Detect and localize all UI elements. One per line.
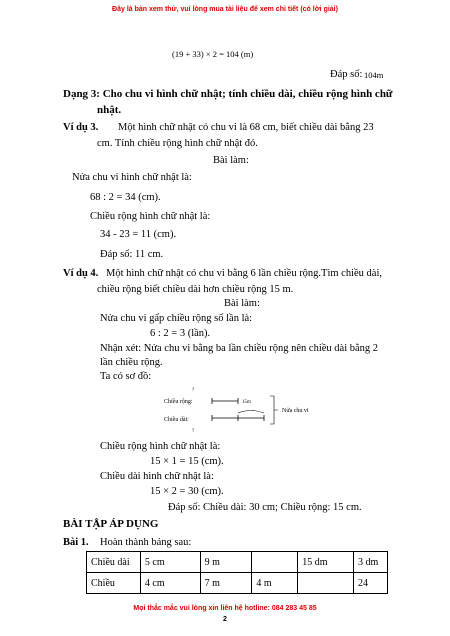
table-cell: 24: [354, 573, 388, 594]
table-cell: 5 cm: [140, 552, 200, 573]
table-row: [87, 573, 388, 594]
vd3-label: Ví dụ 3.: [63, 122, 99, 133]
diagram-len: 15m: [242, 400, 251, 405]
table-cell: Chiều dài: [87, 552, 141, 573]
exercise-heading: BÀI TẬP ÁP DỤNG: [63, 518, 159, 530]
table-cell[interactable]: [298, 573, 354, 594]
table-cell: 15 dm: [298, 552, 354, 573]
vd4-solution-label: Bài làm:: [224, 298, 260, 309]
vd4-text: Một hình chữ nhật có chu vi bằng 6 lần chiều rộng.Tìm chiều dài,: [106, 268, 382, 279]
vd4-note: Nhận xét: Nửa chu vi bằng ba lần chiều rộng nên chiều dài bằng 2: [100, 343, 379, 354]
preview-banner: Đây là bản xem thử, vui lòng mua tài liệu để xem chi tiết (có lời giải): [112, 6, 338, 13]
table-cell: Chiều: [87, 573, 141, 594]
vd3-step2: Chiều rộng hình chữ nhật là:: [90, 211, 211, 222]
page-number: 2: [223, 616, 227, 623]
vd4-answer: Đáp số: Chiều dài: 30 cm; Chiều rộng: 15 cm.: [168, 502, 362, 513]
vd4-diagram-intro: Ta có sơ đồ:: [100, 371, 152, 382]
vd4-step2: Chiều rộng hình chữ nhật là:: [100, 441, 221, 452]
table-cell: 4 m: [252, 573, 298, 594]
table-cell: 3 dm: [354, 552, 388, 573]
vd3-step1: Nửa chu vi hình chữ nhật là:: [72, 172, 192, 183]
vd4-calc2: 15 × 1 = 15 (cm).: [150, 456, 224, 467]
exercise-table: [86, 551, 388, 594]
diagram-q2: ?: [192, 429, 195, 434]
diagram-row2-label: Chiều dài:: [164, 417, 189, 423]
bai1-text: Hoàn thành bảng sau:: [100, 537, 192, 548]
diagram-brace: [270, 396, 278, 424]
vd4-step1: Nửa chu vi gấp chiều rộng số lần là:: [100, 313, 253, 324]
table-cell: 9 m: [200, 552, 252, 573]
vd3-answer: Đáp số: 11 cm.: [100, 249, 164, 260]
formula: (19 + 33) × 2 = 104 (m): [172, 49, 254, 59]
vd4-text-2: chiều rộng biết chiều dài hơn chiều rộng 15 m.: [97, 284, 294, 295]
diagram-brace-label: Nửa chu vi: [282, 408, 309, 414]
vd4-note-2: lần chiều rộng.: [100, 357, 163, 368]
vd3-text: Một hình chữ nhật có chu vi là 68 cm, biết chiều dài bằng 23: [118, 122, 374, 133]
table-row: [87, 552, 388, 573]
vd4-label: Ví dụ 4.: [63, 268, 99, 279]
bai1-label: Bài 1.: [63, 537, 89, 548]
segment-diagram: [160, 384, 340, 436]
vd4-step3: Chiều dài hình chữ nhật là:: [100, 471, 214, 482]
vd3-text-2: cm. Tính chiều rộng hình chữ nhật đó.: [97, 138, 258, 149]
diagram-row1-label: Chiều rộng:: [164, 399, 193, 405]
answer-label: Đáp số:: [330, 69, 363, 80]
vd4-calc3: 15 × 2 = 30 (cm).: [150, 486, 224, 497]
vd3-solution-label: Bài làm:: [213, 155, 249, 166]
table-cell[interactable]: [252, 552, 298, 573]
answer-value: 104m: [364, 70, 384, 80]
table-cell: 7 m: [200, 573, 252, 594]
dang3-title: Dạng 3: Cho chu vi hình chữ nhật; tính chiều dài, chiều rộng hình chữ: [63, 88, 393, 100]
vd3-calc2: 34 - 23 = 11 (cm).: [100, 229, 177, 240]
footer-contact: Mọi thắc mắc vui lòng xin liên hệ hotline: 084 283 45 85: [133, 605, 317, 612]
table-cell: 4 cm: [140, 573, 200, 594]
diagram-q1: ?: [192, 388, 195, 393]
vd3-calc1: 68 : 2 = 34 (cm).: [90, 192, 161, 203]
diagram-extra-brace: [238, 411, 264, 414]
dang3-title-2: nhật.: [97, 104, 122, 116]
vd4-calc1: 6 : 2 = 3 (lần).: [150, 328, 211, 339]
